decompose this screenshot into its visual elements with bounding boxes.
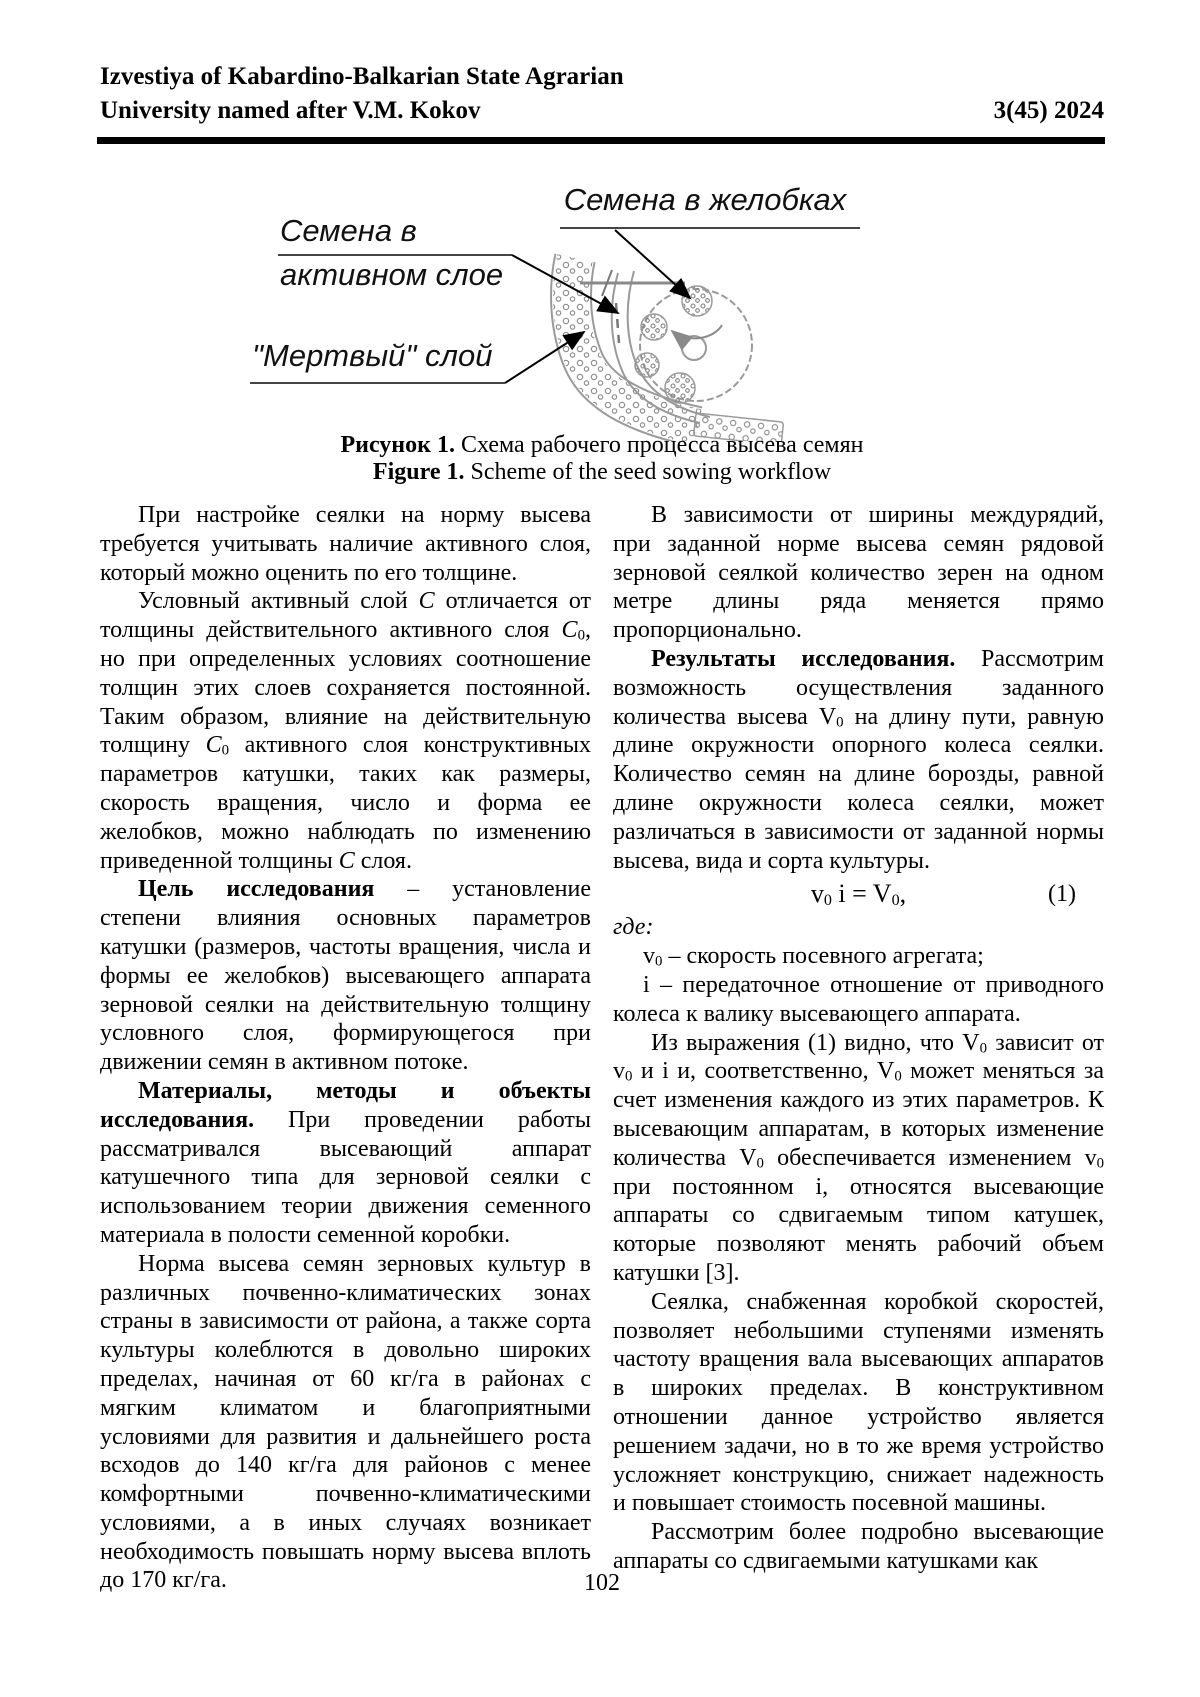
definition-line: i – передаточное отношение от приводного колеса к валику высевающего аппарата. xyxy=(613,971,1104,1027)
paragraph: Цель исследования – установление степени влияния основных параметров катушки (размеров, частоты вращения, числа и формы ее желобков) высевающего аппарата зерновой сеялки на действительную толщину условного слоя, формирующегося при движении семян в активном потоке. xyxy=(100,876,591,1076)
figure-caption xyxy=(100,432,1104,486)
figure-diagram xyxy=(100,163,1104,441)
header-rule xyxy=(97,137,1105,144)
equation-formula: v0 i = V0, xyxy=(810,879,907,910)
paragraph: Сеялка, снабженная коробкой скоростей, позволяет небольшими ступенями изменять частоту вращения вала высевающих аппаратов в широких пределах. В конструктивном отношении данное устройство является решением задачи, но в то же время устройство усложняет конструкцию, снижает надежность и повышает стоимость посевной машины. xyxy=(613,1288,1104,1517)
equation-number: (1) xyxy=(1048,881,1076,908)
paragraph: Материалы, методы и объекты исследования. При проведении работы рассматривался высевающий аппарат катушечного типа для зерновой сеялки с использованием теории движения семенного материала в полости семенной коробки. xyxy=(100,1077,591,1248)
paragraph: В зависимости от ширины междурядий, при заданной норме высева семян рядовой зерновой сеялкой количество зерен на одном метре длины ряда меняется прямо пропорционально. xyxy=(613,502,1104,644)
figure-caption-ru: Рисунок 1. Схема рабочего процесса высева семян xyxy=(340,432,864,458)
page-number: 102 xyxy=(584,1570,620,1596)
definition-line: v0 – скорость посевного агрегата; xyxy=(643,943,984,970)
paragraph: Из выражения (1) видно, что V0 зависит от v0 и i и, соответственно, V0 может меняться за счет изменения каждого из этих параметров. К высевающим аппаратам, в которых изменение количества V0 обеспечивается изменением v0 при постоянном i, относятся высевающие аппараты со сдвигаемым типом катушек, которые позволяют менять рабочий объем катушки [3]. xyxy=(613,1029,1105,1286)
left-column xyxy=(100,501,591,1595)
journal-header xyxy=(100,60,1104,128)
figure-caption-en: Figure 1. Scheme of the seed sowing workflow xyxy=(372,459,832,485)
seed-pocket xyxy=(635,353,659,377)
seed-sowing-diagram xyxy=(100,163,1104,441)
seed-pocket xyxy=(665,373,695,403)
paragraph: Норма высева семян зерновых культур в различных почвенно-климатических зонах страны в зависимости от района, а также сорта культуры колеблются в довольно широких пределах, начиная от 60 кг/га в районах с мягким климатом и благоприятными условиями для развития и дальнейшего роста всходов до 140 кг/га для районов с менее комфортными почвенно-климатическими условиями, а в иных случаях возникает необходимость повышать норму высева вплоть до 170 кг/га. xyxy=(100,1250,591,1594)
paragraph: Условный активный слой С отличается от толщины действительного активного слоя С0, но при определенных условиях соотношение толщин этих слоев сохраняется постоянной. Таким образом, влияние на действительную толщину С0 активного слоя конструктивных параметров катушки, таких как размеры, скорость вращения, число и форма ее желобков, можно наблюдать по изменению приведенной толщины С слоя. xyxy=(100,588,592,874)
label-seeds-active-layer-line1: Семена в xyxy=(280,213,417,248)
wheel-hub xyxy=(682,336,706,360)
body-columns xyxy=(100,501,1104,1595)
journal-title-line2: University named after V.M. Kokov xyxy=(100,97,481,124)
journal-title-line1: Izvestiya of Kabardino-Balkarian State Agrarian xyxy=(100,63,624,90)
seed-pocket xyxy=(682,286,712,316)
label-seeds-in-grooves: Семена в желобках xyxy=(563,182,847,217)
paragraph: При настройке сеялки на норму высева требуется учитывать наличие активного слоя, который можно оценить по его толщине. xyxy=(100,502,591,586)
paragraph: Результаты исследования. Рассмотрим возможность осуществления заданного количества высева V0 на длину пути, равную длине окружности опорного колеса сеялки. Количество семян на длине борозды, равной длине окружности колеса сеялки, может различаться в зависимости от заданной нормы высева, вида и сорта культуры. xyxy=(613,645,1104,874)
where-clause: где: xyxy=(613,914,654,941)
paragraph: Рассмотрим более подробно высевающие аппараты со сдвигаемыми катушками как xyxy=(613,1519,1104,1574)
active-layer-dash xyxy=(616,303,619,343)
right-column xyxy=(613,501,1104,1595)
seed-pocket xyxy=(641,314,667,340)
issue-number: 3(45) 2024 xyxy=(993,97,1104,124)
leader-line-grooves xyxy=(615,230,690,298)
equation xyxy=(613,878,1104,910)
label-seeds-active-layer-line2: активном слое xyxy=(280,257,504,292)
label-dead-layer: "Мертвый" слой xyxy=(252,338,493,373)
